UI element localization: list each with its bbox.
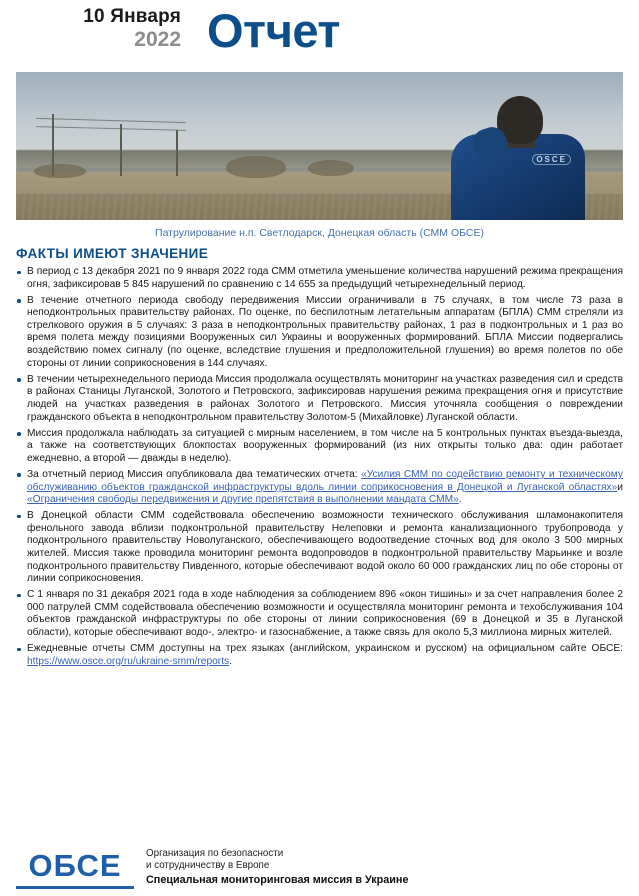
list-item-daily-reports xyxy=(16,643,623,668)
osce-footer-text xyxy=(134,848,408,887)
page-title: Отчет xyxy=(207,4,340,57)
thematic-report-link-2[interactable]: «Ограничения свободы передвижения и другие препятствия в выполнении мандата СММ» xyxy=(27,494,459,506)
list-item: В течении четырехнедельного периода Миссия продолжала осуществлять мониторинг на участках разведения сил и средств в районах Станицы Луганской, Золотого и Петровского, зафиксировав нарушения режима прекращения огня и присутствие людей на участках разведения в районах Золотого и Петровского. Миссия уточняла сообщения о повреждении гражданского объекта в неподконтрольном правительству Золотом-5 (Михайловке) Луганской области. xyxy=(16,374,623,424)
osce-footer-mission: Специальная мониторинговая миссия в Украине xyxy=(146,873,409,886)
thematic-join-text: и xyxy=(617,481,623,493)
osce-footer-line-2: и сотрудничеству в Европе xyxy=(146,860,270,872)
report-header xyxy=(16,0,623,72)
report-date-year: 2022 xyxy=(134,28,181,51)
daily-reports-text: Ежедневные отчеты СММ доступны на трех языках (английском, украинском и русском) на официальном сайте ОБСЕ: xyxy=(27,643,623,655)
header-photo xyxy=(16,72,623,220)
osce-footer-line-1: Организация по безопасности xyxy=(146,847,284,859)
thematic-reports-intro: За отчетный период Миссия опубликовала два тематических отчета: xyxy=(27,468,358,480)
section-title: ФАКТЫ ИМЕЮТ ЗНАЧЕНИЕ xyxy=(16,246,209,261)
report-footer xyxy=(0,838,639,896)
osce-logo: ОБСЕ xyxy=(16,845,134,889)
thematic-report-link-1[interactable]: «Усилия СММ по содействию ремонту и техническому обслуживанию объектов гражданской инфраструктуры вдоль линии соприкосновения в Донецкой и Луганской областях» xyxy=(27,468,623,493)
list-item: В течение отчетного периода свободу передвижения Миссии ограничивали в 75 случаях, в том числе 73 раза в неподконтрольных правительству районах. По оценке, по беспилотным летательным аппаратам (БПЛА) СММ стреляли из стрелкового оружия в 5 случаях: 3 раза в неподконтрольных правительству районах, 1 раз в подконтрольных и 1 раз во время полета между позициями Вооруженных сил Украины и вооруженных формирований. БПЛА Миссии подвергались воздействию помех сигналу (по оценке, вследствие глушения и предположительной глушения) во время полетов по обе стороны от линии соприкосновения в 144 случаях. xyxy=(16,295,623,371)
photo-utility-pole xyxy=(176,130,178,176)
list-item-thematic-reports xyxy=(16,469,623,507)
photo-bush xyxy=(226,156,286,178)
photo-caption: Патрулирование н.п. Светлодарск, Донецкая область (СММ ОБСЕ) xyxy=(155,227,484,239)
url-end-period: . xyxy=(229,655,232,667)
photo-bush xyxy=(34,164,86,178)
thematic-end-period: . xyxy=(458,494,462,506)
report-date xyxy=(16,0,191,52)
photo-observer xyxy=(445,88,595,220)
report-title-container xyxy=(191,0,623,72)
report-date-day: 10 Января xyxy=(83,6,181,27)
osce-reports-url-link[interactable]: https://www.osce.org/ru/ukraine-smm/reports xyxy=(27,655,230,667)
list-item: В период с 13 декабря 2021 по 9 января 2022 года СММ отметила уменьшение количества нарушений режима прекращения огня, зафиксировав 5 845 нарушений по сравнению с 14 655 за предыдущий четырехнедельный период. xyxy=(16,266,623,291)
photo-utility-pole xyxy=(120,124,122,176)
list-item: С 1 января по 31 декабря 2021 года в ходе наблюдения за соблюдением 896 «окон тишины» и за счет направления более 2 000 патрулей СММ содействовала обеспечению возможности и осуществляла мониторинг ремонта и техобслуживания 104 объектов гражданской инфраструктуры по обе стороны от линии соприкосновения (69 в Донецкой и 35 в Луганской области), которые обеспечивают водо-, электро- и газоснабжение, а также связь для около 5,3 миллиона мирных жителей. xyxy=(16,589,623,639)
photo-bush xyxy=(308,160,354,176)
list-item: Миссия продолжала наблюдать за ситуацией с мирным населением, в том числе на 5 контрольных пунктах въезда-выезда, а также на соответствующих блокпостах вооруженных формирований (из них открыты только два: один работает ежедневно, а второй — дважды в неделю). xyxy=(16,428,623,466)
list-item: В Донецкой области СММ содействовала обеспечению возможности технического обслуживания шламонакопителя фенольного завода вблизи подконтрольной правительству Нелеповки и ремонта канализационного трубопровода у подконтрольного правительству Новолуганского, обеспечивающего водоотведение сточных вод для около 3 500 мирных жителей. Миссия также проводила мониторинг ремонта водопроводов в подконтрольной правительству Марьинке и возле подконтрольного правительству Пивденного, которые обеспечивают водой около 60 000 гражданских лиц по обе стороны от линии соприкосновения. xyxy=(16,510,623,586)
facts-list xyxy=(16,266,623,668)
osce-badge: OSCE xyxy=(532,154,571,165)
